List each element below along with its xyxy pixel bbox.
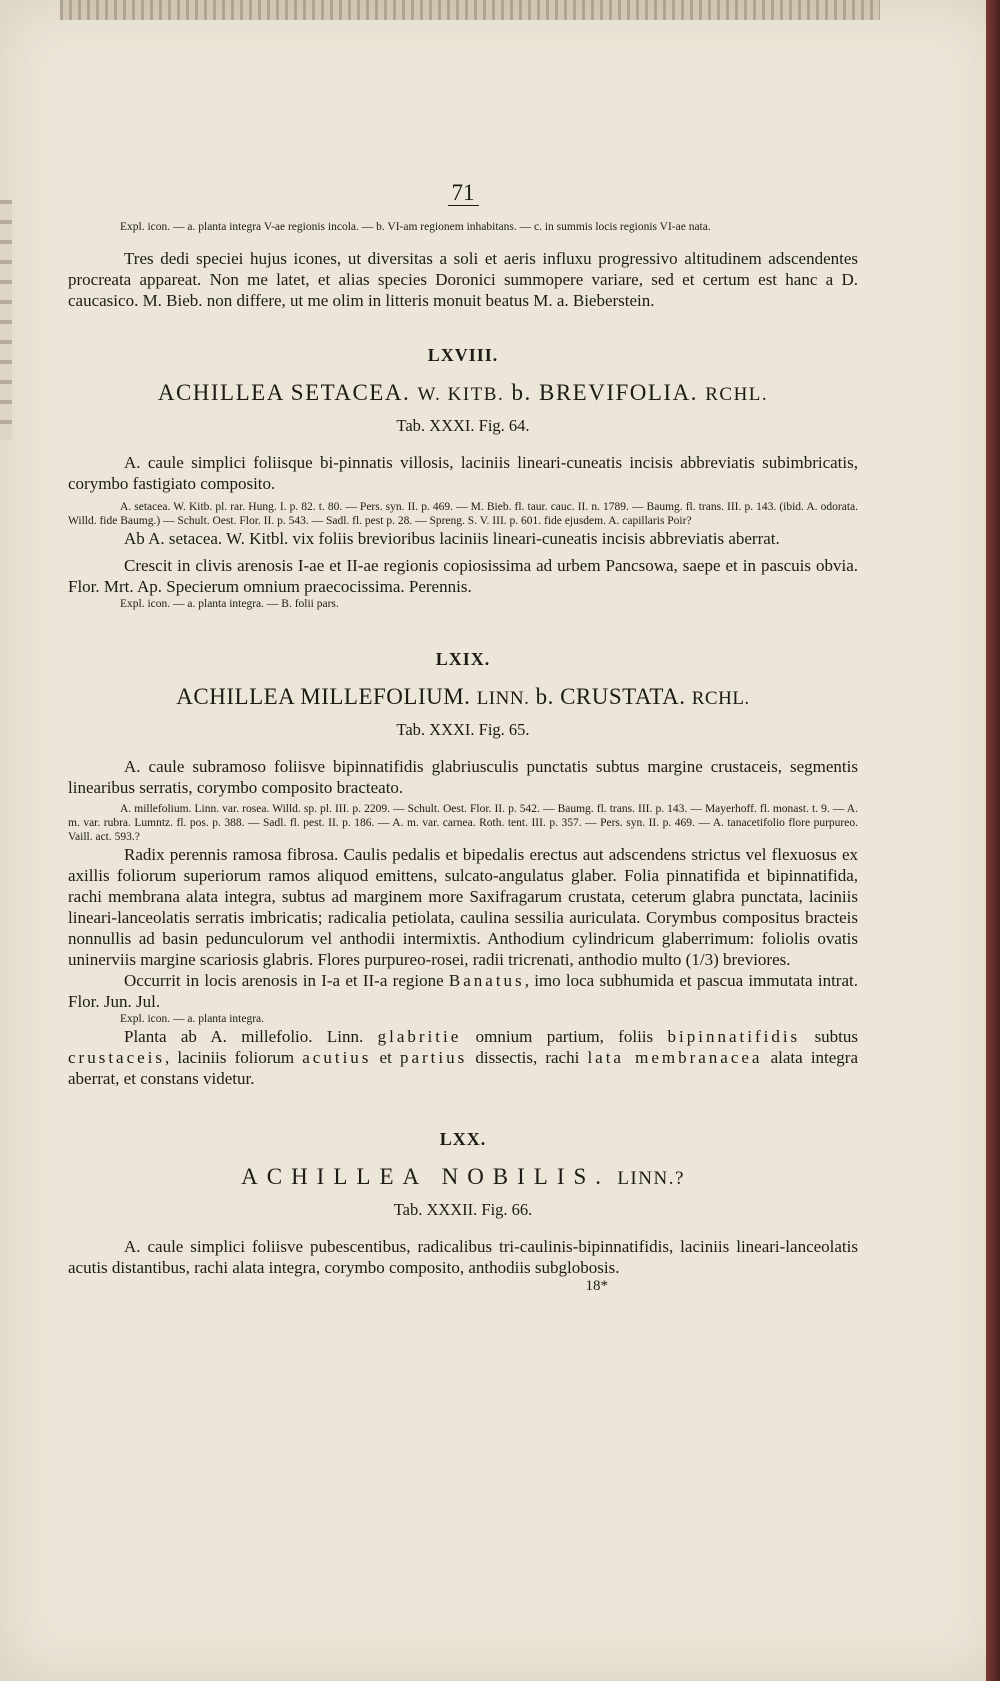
planta-text: alata integra aberrat, et constans videtur. [68, 1048, 859, 1088]
section-68-title [68, 380, 858, 406]
section-68-expl: Expl. icon. — a. planta integra. — B. folii pars. [120, 598, 339, 610]
occurrit-region: Banatus [448, 971, 525, 990]
species-name: ACHILLEA NOBILIS. [241, 1164, 611, 1189]
planta-emph: lata membranacea [587, 1048, 763, 1067]
page-top-edge [60, 0, 880, 20]
book-binding [986, 0, 1000, 1681]
section-68-synonyms: A. setacea. W. Kitb. pl. rar. Hung. I. p. 82. t. 80. — Pers. syn. II. p. 469. — M. Bieb. fl. taur. cauc. II. n. 1789. — Baumg. fl. trans. III. p. 143. (ibid. A. odorata. Willd. fide Baumg.) — Schult. Oest. Flor. II. p. 543. — Sadl. fl. pest p. 28. — Spreng. S. V. III. p. 601. fide ejusdem. A. capillaris Poir? [68, 501, 858, 527]
planta-emph: glabritie [377, 1027, 462, 1046]
planta-text: Planta ab A. millefolio. Linn. [124, 1027, 364, 1046]
variety-name: b. BREVIFOLIA. [511, 380, 698, 405]
occurrit-text-end: , imo loca subhumida et pascua immutata intrat. Flor. Jun. Jul. [68, 971, 858, 1011]
planta-text: subtus [814, 1027, 859, 1046]
section-69-diagnosis: A. caule subramoso foliisve bipinnatifidis glabriusculis punctatis subtus margine crustaceis, segmentis linearibus serratis, corymbo composito bracteato. [68, 757, 858, 797]
page-number-text: 71 [448, 180, 479, 206]
section-69-numeral: LXIX. [435, 649, 491, 669]
species-name: ACHILLEA MILLEFOLIUM. [176, 684, 471, 709]
page-left-edge [0, 200, 12, 440]
section-70-diagnosis: A. caule simplici foliisve pubescentibus, radicalibus tri-caulinis-bipinnatifidis, laciniis lineari-lanceolatis acutis distantibus, rachi alata integra, corymbo composito, anthodiis subglobosis. [68, 1237, 858, 1277]
section-69-synonyms: A. millefolium. Linn. var. rosea. Willd. sp. pl. III. p. 2209. — Schult. Oest. Flor. II. p. 542. — Baumg. fl. trans. III. p. 143. — Mayerhoff. fl. monast. t. 9. — A. m. var. rubra. Lumntz. fl. pos. p. 388. — Sadl. fl. pest. II. p. 186. — A. m. var. carnea. Roth. tent. III. p. 357. — Pers. syn. II. p. 469. — A. tanacetifolio flore purpureo. Vaill. act. 593.? [68, 803, 858, 843]
section-68-diagnosis: A. caule simplici foliisque bi-pinnatis villosis, laciniis lineari-cuneatis incisis abbreviatis subimbricatis, corymbo fastigiato composito. [68, 453, 858, 493]
species-authority: LINN. [476, 688, 530, 709]
planta-emph: crustaceis [68, 1048, 166, 1067]
page-number [68, 180, 858, 206]
section-69-plate: Tab. XXXI. Fig. 65. [396, 720, 530, 739]
section-68-plate: Tab. XXXI. Fig. 64. [396, 416, 530, 435]
species-name: ACHILLEA SETACEA. [157, 380, 411, 405]
signature-mark: 18* [585, 1278, 608, 1294]
section-70-plate: Tab. XXXII. Fig. 66. [393, 1200, 533, 1219]
section-69-description: Radix perennis ramosa fibrosa. Caulis pedalis et bipedalis erectus aut adscendens strictus vel flexuosus ex axillis foliorum superiorum ramos aliquod emittens, sulcato-angulatus glaber. Folia pinnatifida et bipinnatifida, rachi membrana alata integra, subtus ad marginem more Saxifragarum crustata, ceterum glabra punctata, laciniis lineari-lanceolatis serratis imbricatis; radicalia petiolata, caulina sessilia auriculata. Corymbus compositus bracteis nonnullis ad basin pedunculorum vel anthodii intermixtis. Anthodium cylindricum glaberrimum: foliolis ovatis uninerviis margine scariosis glabris. Flores purpureo-rosei, radii tricrenati, anthodio multo (1/3) breviores. [68, 845, 858, 969]
section-69-occurrit [68, 970, 858, 1012]
occurrit-text: Occurrit in locis arenosis in I-a et II-a regione [124, 971, 444, 990]
species-authority: W. KITB. [417, 384, 505, 405]
expl-icon-top: Expl. icon. — a. planta integra V-ae regionis incola. — b. VI-am regionem inhabitans. — c. in summis locis regionis VI-ae nata. [120, 221, 711, 233]
species-authority: LINN.? [617, 1168, 685, 1189]
planta-emph: bipinnatifidis [667, 1027, 801, 1046]
planta-emph: acutius [302, 1048, 372, 1067]
planta-emph: partius [399, 1048, 468, 1067]
section-70-numeral: LXX. [439, 1129, 487, 1149]
section-68-numeral: LXVIII. [427, 345, 499, 365]
section-68-ab: Ab A. setacea. W. Kitbl. vix foliis brevioribus laciniis lineari-cuneatis incisis abbreviatis aberrat. [124, 529, 780, 548]
section-68-crescit: Crescit in clivis arenosis I-ae et II-ae regionis copiosissima ad urbem Pancsowa, saepe et in pascuis obvia. Flor. Mrt. Ap. Specierum omnium praecocissima. Perennis. [68, 556, 858, 596]
planta-text: , laciniis foliorum [165, 1048, 295, 1067]
paragraph-tres: Tres dedi speciei hujus icones, ut diversitas a soli et aeris influxu progressivo altitudinem adscendentes procreata appareat. Non me latet, et alias species Doronici summopere variare, sed et certum est hanc a D. caucasico. M. Bieb. non differe, ut me olim in litteris monuit beatus M. a. Bieberstein. [68, 249, 858, 310]
variety-authority: RCHL. [705, 384, 769, 405]
planta-text: omnium partium, foliis [475, 1027, 654, 1046]
section-69-expl: Expl. icon. — a. planta integra. [120, 1013, 265, 1025]
section-69-title [68, 684, 858, 710]
section-69-planta [68, 1026, 858, 1089]
variety-name: b. CRUSTATA. [535, 684, 686, 709]
planta-text: dissectis, rachi [475, 1048, 580, 1067]
variety-authority: RCHL. [691, 688, 750, 709]
page-content [68, 180, 858, 1295]
section-70-title [68, 1164, 858, 1190]
planta-text: et [379, 1048, 392, 1067]
